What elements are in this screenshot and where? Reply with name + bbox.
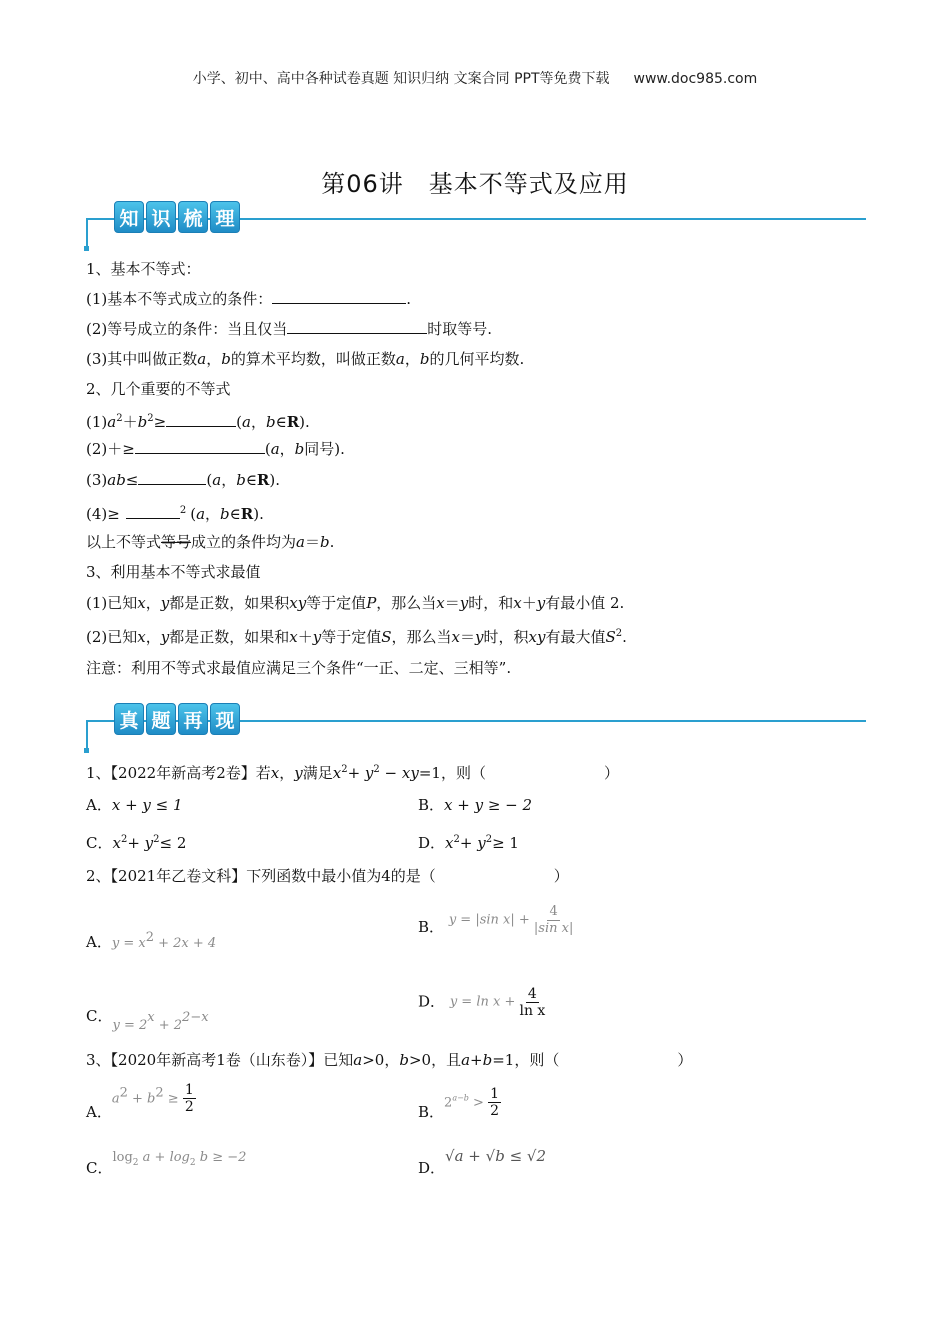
text: (: [264, 440, 271, 458]
var: + y: [347, 764, 374, 782]
text: (3): [86, 471, 108, 489]
var: S: [605, 628, 616, 646]
denominator: 2: [184, 1099, 194, 1115]
var: b: [265, 413, 276, 431]
text: 的算术平均数，: [230, 350, 336, 368]
option-math: 2: [444, 1095, 453, 1111]
banner-dot: [84, 246, 89, 251]
option-math: log: [112, 1150, 133, 1165]
option-label: A．: [86, 796, 112, 814]
answer-blank[interactable]: [287, 319, 427, 334]
text: (1): [86, 413, 108, 431]
text: ＋: [122, 413, 138, 431]
numerator: 4: [549, 904, 558, 919]
text: 成立的条件均为: [191, 533, 297, 551]
header-site-link[interactable]: www.doc985.com: [633, 71, 758, 87]
set-R: R: [286, 413, 300, 431]
numerator: 1: [184, 1082, 194, 1098]
text: 时取等号.: [427, 320, 493, 338]
subscript: 2: [132, 1158, 139, 1168]
text: (: [236, 413, 243, 431]
var: x: [436, 594, 445, 612]
exp: 2: [153, 834, 160, 845]
q2-option-d[interactable]: [418, 986, 545, 1030]
var: x: [289, 628, 298, 646]
text: =1，则（: [418, 764, 486, 782]
var: b: [137, 413, 148, 431]
denominator: |sin x|: [533, 921, 574, 936]
var: x: [513, 594, 522, 612]
var: S: [381, 628, 392, 646]
text: 同号).: [304, 440, 345, 458]
exp: 2: [341, 764, 348, 775]
answer-blank[interactable]: [138, 470, 206, 485]
banner-tile: 知: [114, 201, 144, 233]
text: ，: [205, 505, 221, 523]
var: y: [160, 594, 170, 612]
text: ）: [677, 1051, 693, 1069]
var: b: [220, 505, 230, 523]
option-label: C．: [86, 834, 113, 852]
var: b: [419, 350, 430, 368]
q3-option-d[interactable]: [418, 1146, 546, 1182]
q1-option-c[interactable]: [86, 830, 186, 853]
var: a: [107, 413, 117, 431]
text: ).: [299, 413, 310, 431]
var: x: [137, 594, 146, 612]
exp: 2: [155, 1085, 164, 1101]
exp: 2: [147, 413, 154, 424]
var: a: [296, 533, 305, 551]
text: ＋: [521, 594, 537, 612]
banner-tile: 题: [146, 703, 176, 735]
option-label: B．: [418, 918, 445, 936]
var: a: [270, 440, 280, 458]
text: 1、【2022年新高考2卷】若: [86, 764, 271, 782]
banner-tile: 再: [178, 703, 208, 735]
q3-option-c[interactable]: [86, 1146, 246, 1182]
text: 都是正数，如果和: [169, 628, 290, 646]
exp: 2: [615, 628, 623, 639]
page-title: 第06讲 基本不等式及应用: [321, 170, 629, 198]
q3-option-b[interactable]: [418, 1086, 501, 1126]
knowledge-line-5: 2、几个重要的不等式: [86, 380, 231, 398]
knowledge-line-12: [86, 593, 624, 613]
section-banner-past-exams: [86, 700, 866, 740]
question-3-stem: [86, 1050, 692, 1070]
text: 等于定值: [306, 594, 367, 612]
text: ，: [404, 350, 420, 368]
text: 的几何平均数.: [429, 350, 525, 368]
text: 等于定值: [321, 628, 382, 646]
text: .: [329, 533, 335, 551]
option-math: ≤ 2: [159, 834, 187, 852]
var: y: [459, 594, 469, 612]
text: ＋: [297, 628, 313, 646]
knowledge-line-10: [86, 532, 334, 552]
var: y: [294, 764, 303, 782]
var: a: [212, 471, 222, 489]
var: ab: [107, 471, 126, 489]
banner-vertical-rule: [86, 218, 88, 248]
set-R: R: [256, 471, 270, 489]
var: a: [197, 350, 207, 368]
banner-vertical-rule: [86, 720, 88, 750]
option-math: a + log: [138, 1150, 190, 1165]
text: ）: [603, 764, 619, 782]
text: (2)＋≥: [86, 440, 135, 458]
option-math: x + y ≤ 1: [111, 796, 183, 814]
text: ).: [253, 505, 264, 523]
option-math: >: [468, 1095, 489, 1111]
text: 都是正数，如果积: [169, 594, 290, 612]
option-math: a: [111, 1091, 120, 1107]
option-math: y = x: [111, 936, 146, 951]
var: b: [236, 471, 246, 489]
text: >0，: [362, 1051, 400, 1069]
text: ∈: [229, 505, 241, 523]
var: a: [242, 413, 251, 431]
q2-option-c[interactable]: [86, 1002, 209, 1033]
banner-tile: 理: [210, 201, 240, 233]
q2-option-a[interactable]: [86, 928, 216, 954]
denominator: 2: [490, 1103, 499, 1119]
denominator: ln x: [519, 1003, 546, 1019]
text: 叫做正数: [137, 350, 198, 368]
var: y: [160, 628, 170, 646]
option-math: y = |sin x| +: [448, 912, 534, 928]
option-label: C．: [86, 1159, 113, 1177]
text: ＝: [305, 533, 321, 551]
text: (1)基本不等式成立的条件：: [86, 290, 273, 308]
var: y: [312, 628, 322, 646]
text: ，那么当: [376, 594, 437, 612]
option-label: B．: [418, 796, 445, 814]
option-label: D．: [418, 992, 446, 1011]
option-math: b ≥ −2: [195, 1150, 247, 1165]
text: ≤: [125, 471, 139, 489]
q1-option-d[interactable]: [418, 830, 519, 853]
text: 2、【2021年乙卷文科】下列函数中最小值为4的是（: [86, 867, 436, 885]
subscript: 2: [189, 1158, 196, 1168]
exp: 2: [120, 834, 128, 845]
exp: x: [147, 1010, 155, 1025]
banner-tile: 识: [146, 201, 176, 233]
fraction: [488, 1086, 501, 1119]
fraction: [519, 986, 545, 1019]
option-math: + 2: [154, 1018, 183, 1033]
text: ∈: [275, 413, 287, 431]
page-header: [0, 68, 950, 88]
text: (2)等号成立的条件：当且仅当: [86, 320, 288, 338]
knowledge-line-14: 注意：利用不等式求最值应满足三个条件“一正、二定、三相等”.: [86, 659, 512, 677]
text: ）: [553, 867, 569, 885]
var: x: [332, 764, 342, 782]
banner-dot: [84, 748, 89, 753]
knowledge-line-11: 3、利用基本不等式求最值: [86, 563, 261, 581]
var: b: [294, 440, 305, 458]
var: xy: [289, 594, 307, 612]
banner-tile: 现: [210, 703, 240, 735]
var: x: [270, 764, 280, 782]
exp: 2: [145, 930, 154, 945]
text: 时，和: [468, 594, 514, 612]
text: =1，则（: [492, 1051, 560, 1069]
knowledge-line-1: 1、基本不等式：: [86, 260, 201, 278]
text: .: [406, 290, 412, 308]
knowledge-line-3: [86, 319, 492, 339]
text: 叫做正数: [335, 350, 396, 368]
exp: a−b: [452, 1093, 469, 1103]
exp: 2: [119, 1085, 128, 1101]
exp: 2: [453, 834, 460, 845]
q3-option-a[interactable]: [86, 1082, 196, 1126]
option-math: + y: [127, 834, 154, 852]
text: ≥: [153, 413, 167, 431]
text: (3)其中: [86, 350, 138, 368]
text: +: [470, 1051, 483, 1069]
text: ＝: [444, 594, 460, 612]
question-2-stem: [86, 866, 569, 886]
knowledge-line-4: [86, 349, 524, 369]
option-label: A．: [86, 933, 112, 951]
answer-blank[interactable]: [166, 412, 236, 427]
text: ∈: [245, 471, 257, 489]
var: b: [320, 533, 330, 551]
text: (4)≥: [86, 505, 120, 523]
banner-tile: 梳: [178, 201, 208, 233]
var: xy: [528, 628, 546, 646]
option-label: B．: [418, 1102, 445, 1121]
knowledge-line-13: [86, 624, 627, 647]
option-math: x + y ≥ − 2: [444, 796, 533, 814]
text: ，: [250, 413, 266, 431]
q2-option-b[interactable]: [418, 904, 573, 952]
text: 时，积: [483, 628, 529, 646]
var: a: [353, 1051, 363, 1069]
option-math: + 2x + 4: [153, 936, 217, 951]
var: y: [536, 594, 546, 612]
option-label: D．: [418, 1159, 446, 1177]
var: a: [395, 350, 405, 368]
question-1-stem: [86, 760, 619, 783]
header-text: 小学、初中、高中各种试卷真题 知识归纳 文案合同 PPT等免费下载: [192, 71, 610, 87]
var: b: [399, 1051, 409, 1069]
text: ，: [221, 471, 237, 489]
numerator: 4: [527, 986, 537, 1002]
text: ，那么当: [391, 628, 452, 646]
var: P: [366, 594, 377, 612]
answer-blank[interactable]: [272, 289, 406, 304]
var: a: [461, 1051, 471, 1069]
option-math: √a + √b ≤ √2: [445, 1147, 547, 1165]
option-label: D．: [418, 834, 446, 852]
exp: 2: [179, 505, 187, 516]
text: (: [190, 505, 197, 523]
text: 满足: [302, 764, 333, 782]
text: ).: [269, 471, 281, 489]
option-math: x: [445, 834, 454, 852]
option-math: x: [112, 834, 121, 852]
option-math: y = ln x +: [449, 994, 520, 1010]
text: 3、【2020年新高考1卷（山东卷）】已知: [86, 1051, 354, 1069]
exp: 2−x: [182, 1010, 209, 1025]
fraction: [534, 904, 573, 937]
knowledge-line-9: [86, 501, 264, 524]
numerator: 1: [490, 1086, 499, 1102]
var: x: [451, 628, 460, 646]
var: x: [137, 628, 146, 646]
answer-blank[interactable]: [126, 504, 180, 519]
fraction: [183, 1082, 196, 1115]
text: 有最小值 2.: [545, 594, 625, 612]
set-R: R: [240, 505, 254, 523]
q1-option-b[interactable]: [418, 795, 532, 815]
text: 以上不等式: [86, 533, 162, 551]
option-math: + y: [459, 834, 486, 852]
option-math: ≥ 1: [492, 834, 519, 852]
answer-blank[interactable]: [135, 439, 265, 454]
exp: 2: [485, 834, 493, 845]
text: (: [206, 471, 213, 489]
knowledge-line-2: [86, 289, 411, 309]
exp: 2: [116, 413, 123, 424]
text: 有最大值: [545, 628, 606, 646]
text: ，: [206, 350, 222, 368]
text: ，: [279, 440, 295, 458]
section-banner-knowledge: [86, 198, 866, 238]
var: b: [221, 350, 231, 368]
text: ，: [145, 628, 161, 646]
var: a: [196, 505, 206, 523]
option-label: C．: [86, 1007, 113, 1025]
text: .: [622, 628, 627, 646]
option-math: y = 2: [112, 1018, 148, 1033]
option-label: A．: [86, 1102, 112, 1121]
knowledge-line-8: [86, 470, 280, 490]
text: ，: [145, 594, 161, 612]
knowledge-line-7: [86, 439, 345, 459]
banner-tile: 真: [114, 703, 144, 735]
text: ，: [279, 764, 295, 782]
exp: 2: [373, 764, 380, 775]
knowledge-line-6: [86, 409, 310, 432]
option-math: ≥: [163, 1091, 183, 1107]
var: − xy: [379, 764, 419, 782]
text: ＝: [459, 628, 475, 646]
text: (1)已知: [86, 594, 138, 612]
text: (2)已知: [86, 628, 138, 646]
option-math: + b: [127, 1091, 156, 1107]
var: b: [482, 1051, 493, 1069]
var: y: [475, 628, 484, 646]
struck-text: 等号: [161, 533, 192, 551]
text: >0，且: [408, 1051, 462, 1069]
q1-option-a[interactable]: [86, 795, 183, 815]
